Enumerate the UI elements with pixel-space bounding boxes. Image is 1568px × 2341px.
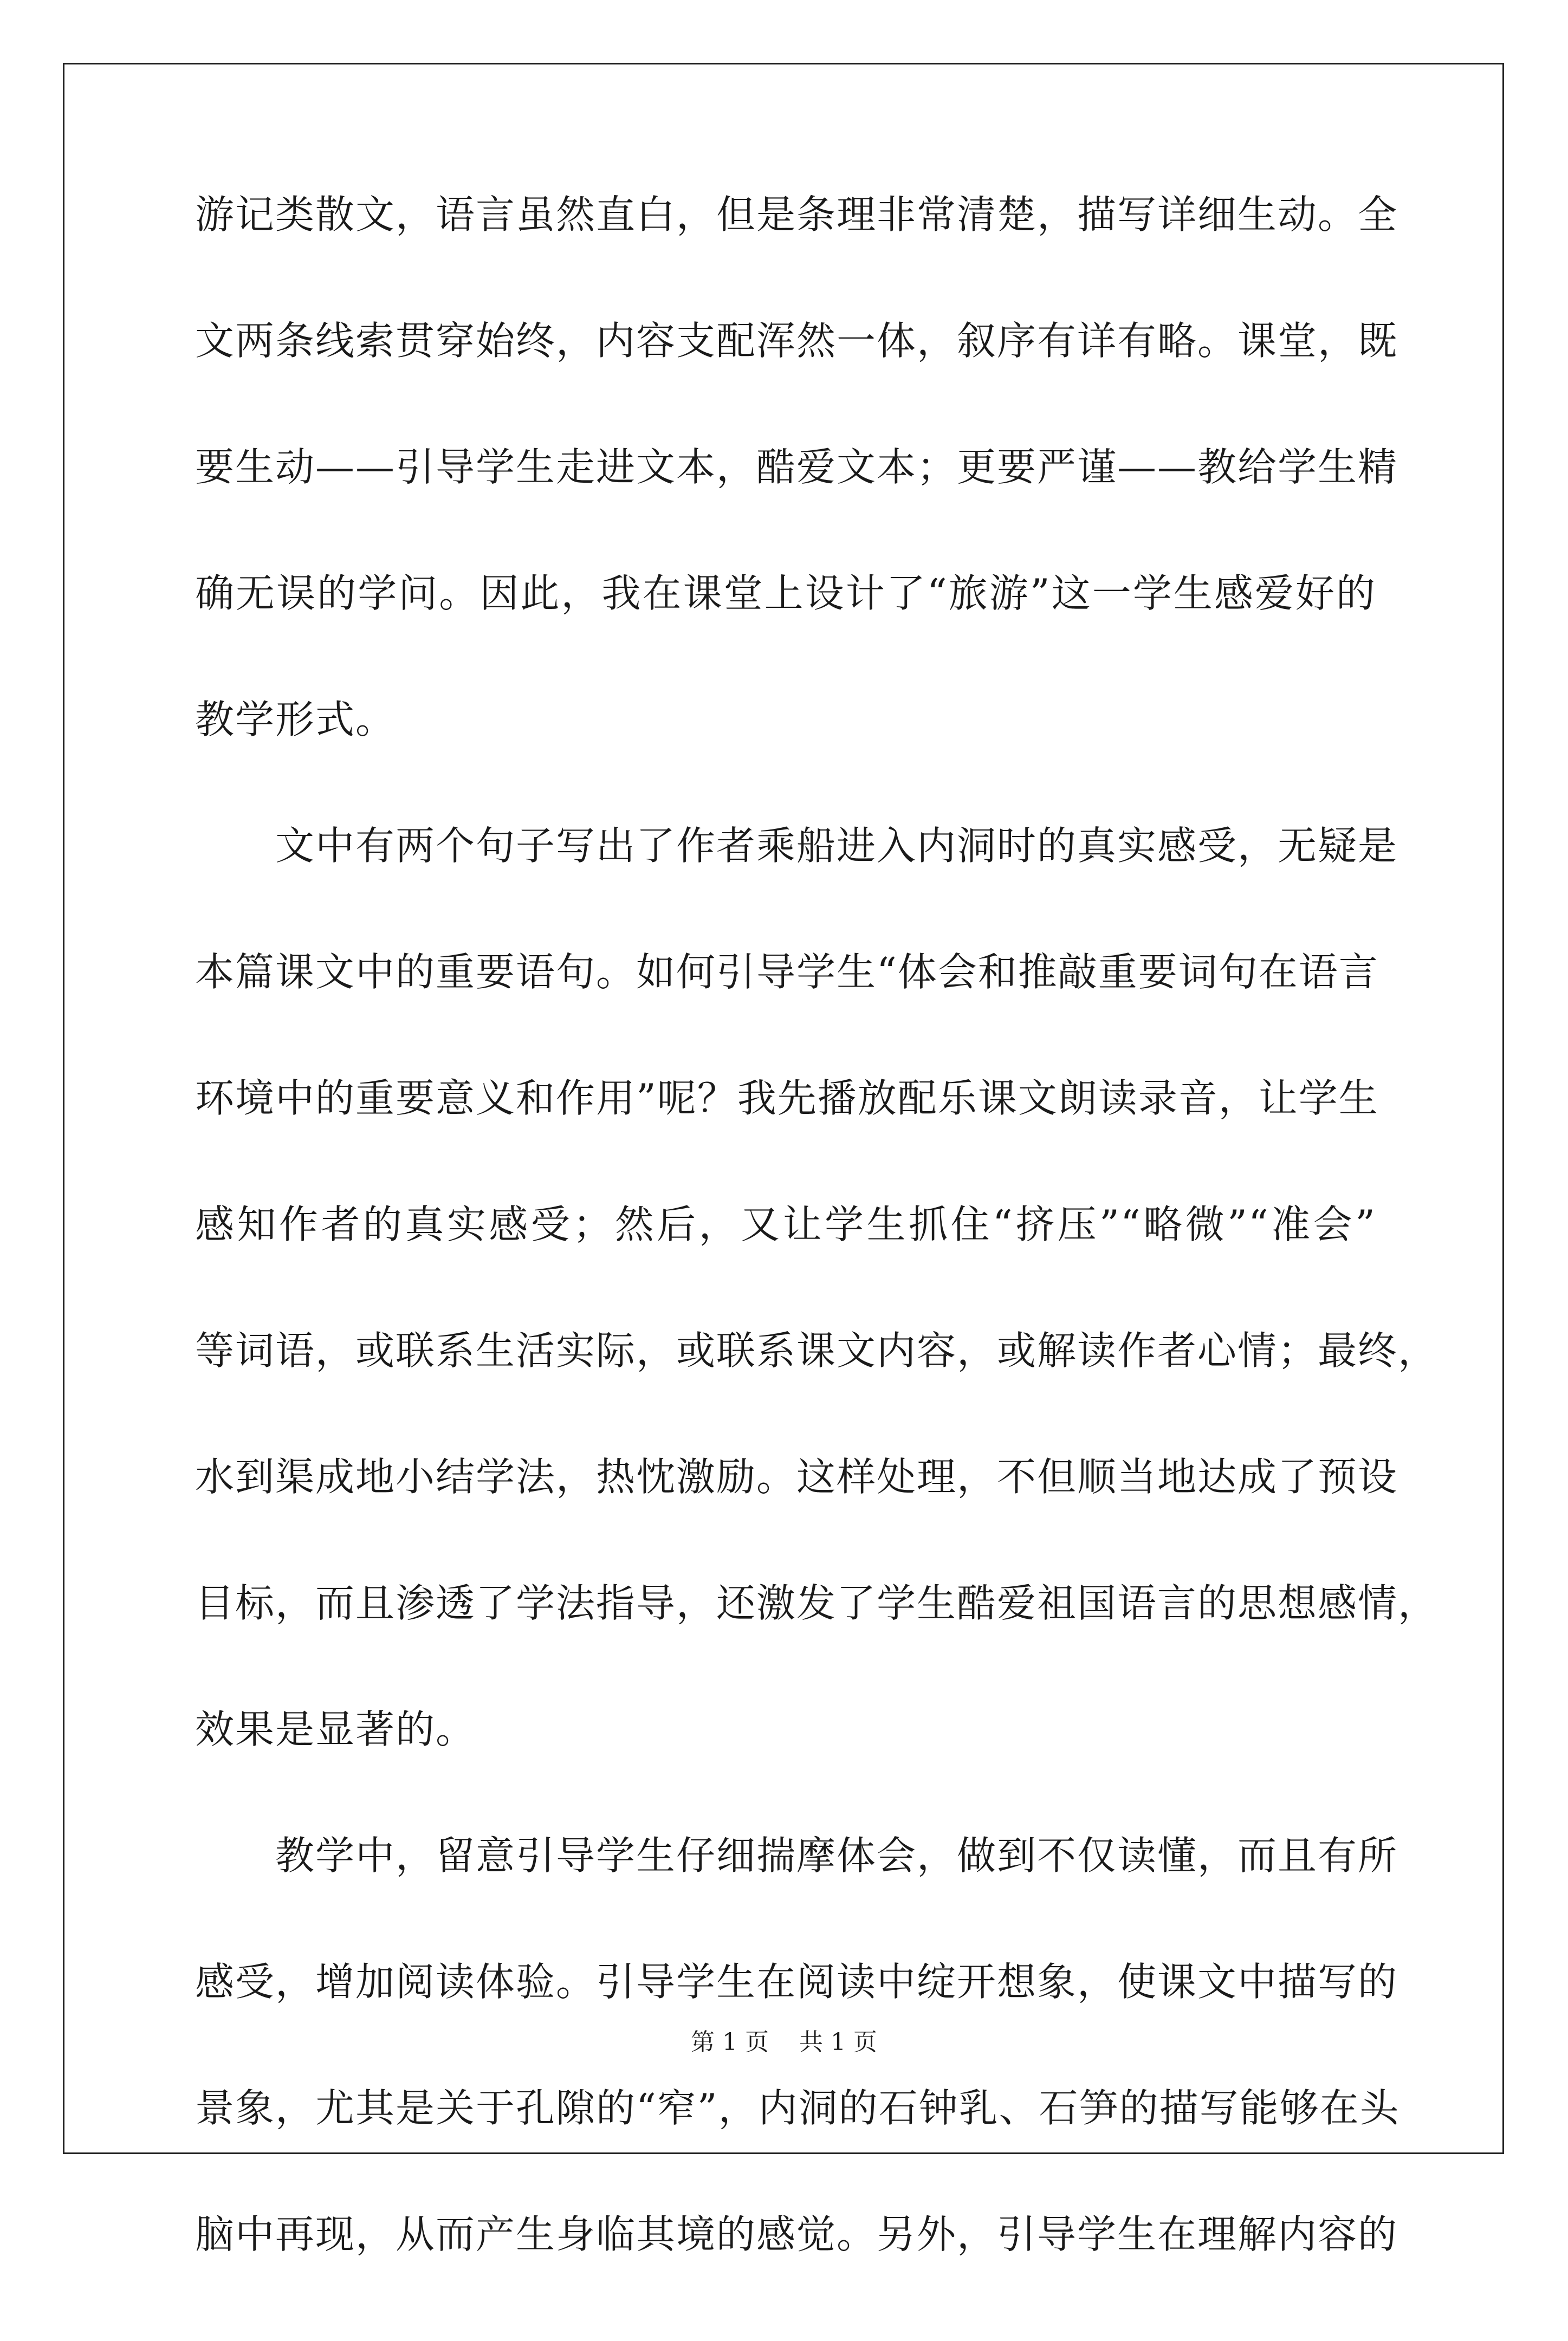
text-line: 效果是显著的。 [195, 1707, 476, 1752]
document-body [195, 192, 1439, 2341]
paragraph-3 [195, 1833, 1400, 2341]
text-line: 脑中再现，从而产生身临其境的感觉。另外，引导学生在理解内容的 [195, 2212, 1398, 2257]
paragraph-1 [195, 192, 1398, 826]
text-line: 游记类散文，语言虽然直白，但是条理非常清楚，描写详细生动。全 [195, 192, 1398, 237]
text-line: 文中有两个句子写出了作者乘船进入内洞时的真实感受，无疑是 [275, 823, 1398, 868]
text-line: 教学形式。 [195, 697, 396, 742]
page-number-footer: 第 1 页 共 1 页 [691, 2028, 877, 2056]
text-line: 教学中，留意引导学生仔细揣摩体会，做到不仅读懂，而且有所 [275, 1833, 1398, 1878]
text-line: 景象，尤其是关于孔隙的“窄”，内洞的石钟乳、石笋的描写能够在头 [195, 2085, 1400, 2131]
paragraph-2 [195, 823, 1439, 1836]
text-line: 感知作者的真实感受；然后，又让学生抓住“挤压”“略微”“准会” [195, 1202, 1376, 1247]
text-line: 要生动——引导学生走进文本，酷爱文本；更要严谨——教给学生精 [195, 444, 1398, 490]
text-line: 文两条线索贯穿始终，内容支配浑然一体，叙序有详有略。课堂，既 [195, 318, 1398, 364]
text-line: 本篇课文中的重要语句。如何引导学生“体会和推敲重要词句在语言 [195, 949, 1379, 995]
text-line: 水到渠成地小结学法，热忱激励。这样处理，不但顺当地达成了预设 [195, 1454, 1398, 1500]
text-line: 确无误的学问。因此，我在课堂上设计了“旅游”这一学生感爱好的 [195, 570, 1376, 616]
text-line: 等词语，或联系生活实际，或联系课文内容，或解读作者心情；最终， [195, 1328, 1439, 1373]
text-line: 感受，增加阅读体验。引导学生在阅读中绽开想象，使课文中描写的 [195, 1959, 1398, 2005]
text-line: 环境中的重要意义和作用”呢？我先播放配乐课文朗读录音，让学生 [195, 1075, 1379, 1121]
text-line: 目标，而且渗透了学法指导，还激发了学生酷爱祖国语言的思想感情， [195, 1580, 1439, 1626]
